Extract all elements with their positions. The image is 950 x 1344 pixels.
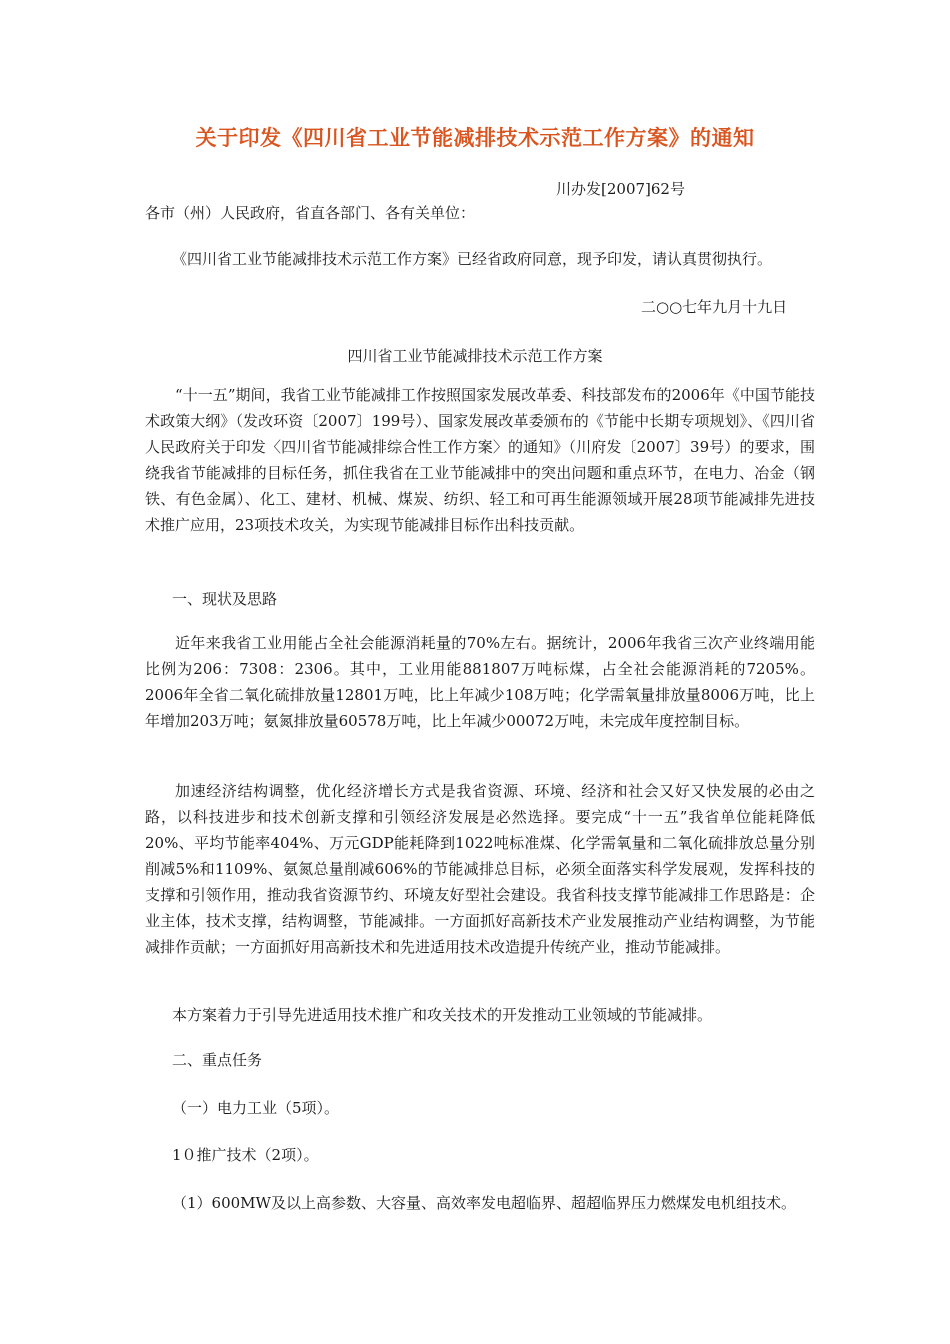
paragraph-approach: 加速经济结构调整，优化经济增长方式是我省资源、环境、经济和社会又好又快发展的必由之路，以科技进步和技术创新支撑和引领经济发展是必然选择。要完成“十一五”我省单位能耗降低20%、平均节能率404%、万元GDP能耗降到1022吨标准煤、化学需氧量和二氧化硫排放总量分别削减5%和1109%、氨氮总量削减606%的节能减排总目标，必须全面落实科学发展观，发挥科技的支撑和引领作用，推动我省资源节约、环境友好型社会建设。我省科技支撑节能减排工作思路是：企业主体，技术支撑，结构调整，节能减排。一方面抓好高新技术产业发展推动产业结构调整，为节能减排作贡献；一方面抓好用高新技术和先进适用技术改造提升传统产业，推动节能减排。 <box>145 782 815 956</box>
intro-paragraph: 《四川省工业节能减排技术示范工作方案》已经省政府同意，现予印发，请认真贯彻执行。 <box>172 250 773 268</box>
section-heading-tasks: 二、重点任务 <box>172 1051 263 1069</box>
document-number: 川办发[2007]62号 <box>556 180 685 198</box>
list-item: （1）600MW及以上高参数、大容量、高效率发电超临界、超超临界压力燃煤发电机组技术。 <box>172 1194 796 1212</box>
paragraph-status: 近年来我省工业用能占全社会能源消耗量的70%左右。据统计，2006年我省三次产业终端用能比例为206：7308：2306。其中，工业用能881807万吨标煤，占全社会能源消耗的7205%。2006年全省二氧化硫排放量12801万吨，比上年减少108万吨；化学需氧量排放量8006万吨，比上年增加203万吨；氨氮排放量60578万吨，比上年减少00072万吨，未完成年度控制目标。 <box>145 634 815 730</box>
paragraph-focus: 本方案着力于引导先进适用技术推广和攻关技术的开发推动工业领域的节能减排。 <box>172 1006 713 1024</box>
document-title: 关于印发《四川省工业节能减排技术示范工作方案》的通知 <box>195 126 755 150</box>
plan-title: 四川省工业节能减排技术示范工作方案 <box>347 347 603 365</box>
addressee: 各市（州）人民政府，省直各部门、各有关单位： <box>145 204 476 222</box>
paragraph-overview: “十一五”期间，我省工业节能减排工作按照国家发展改革委、科技部发布的2006年《中国节能技术政策大纲》（发改环资〔2007〕199号）、国家发展改革委颁布的《节能中长期专项规划》、《四川省人民政府关于印发〈四川省节能减排综合性工作方案〉的通知》（川府发〔2007〕39号）的要求，围绕我省节能减排的目标任务，抓住我省在工业节能减排中的突出问题和重点环节，在电力、冶金（钢铁、有色金属）、化工、建材、机械、煤炭、纺织、轻工和可再生能源领域开展28项节能减排先进技术推广应用，23项技术攻关，为实现节能减排目标作出科技贡献。 <box>145 386 815 534</box>
subsection-heading-power: （一）电力工业（5项）。 <box>172 1099 340 1117</box>
issue-date: 二○○七年九月十九日 <box>641 298 788 316</box>
section-heading-status: 一、现状及思路 <box>172 590 278 608</box>
subsection-heading-promotion: 1０推广技术（2项）。 <box>172 1146 319 1164</box>
